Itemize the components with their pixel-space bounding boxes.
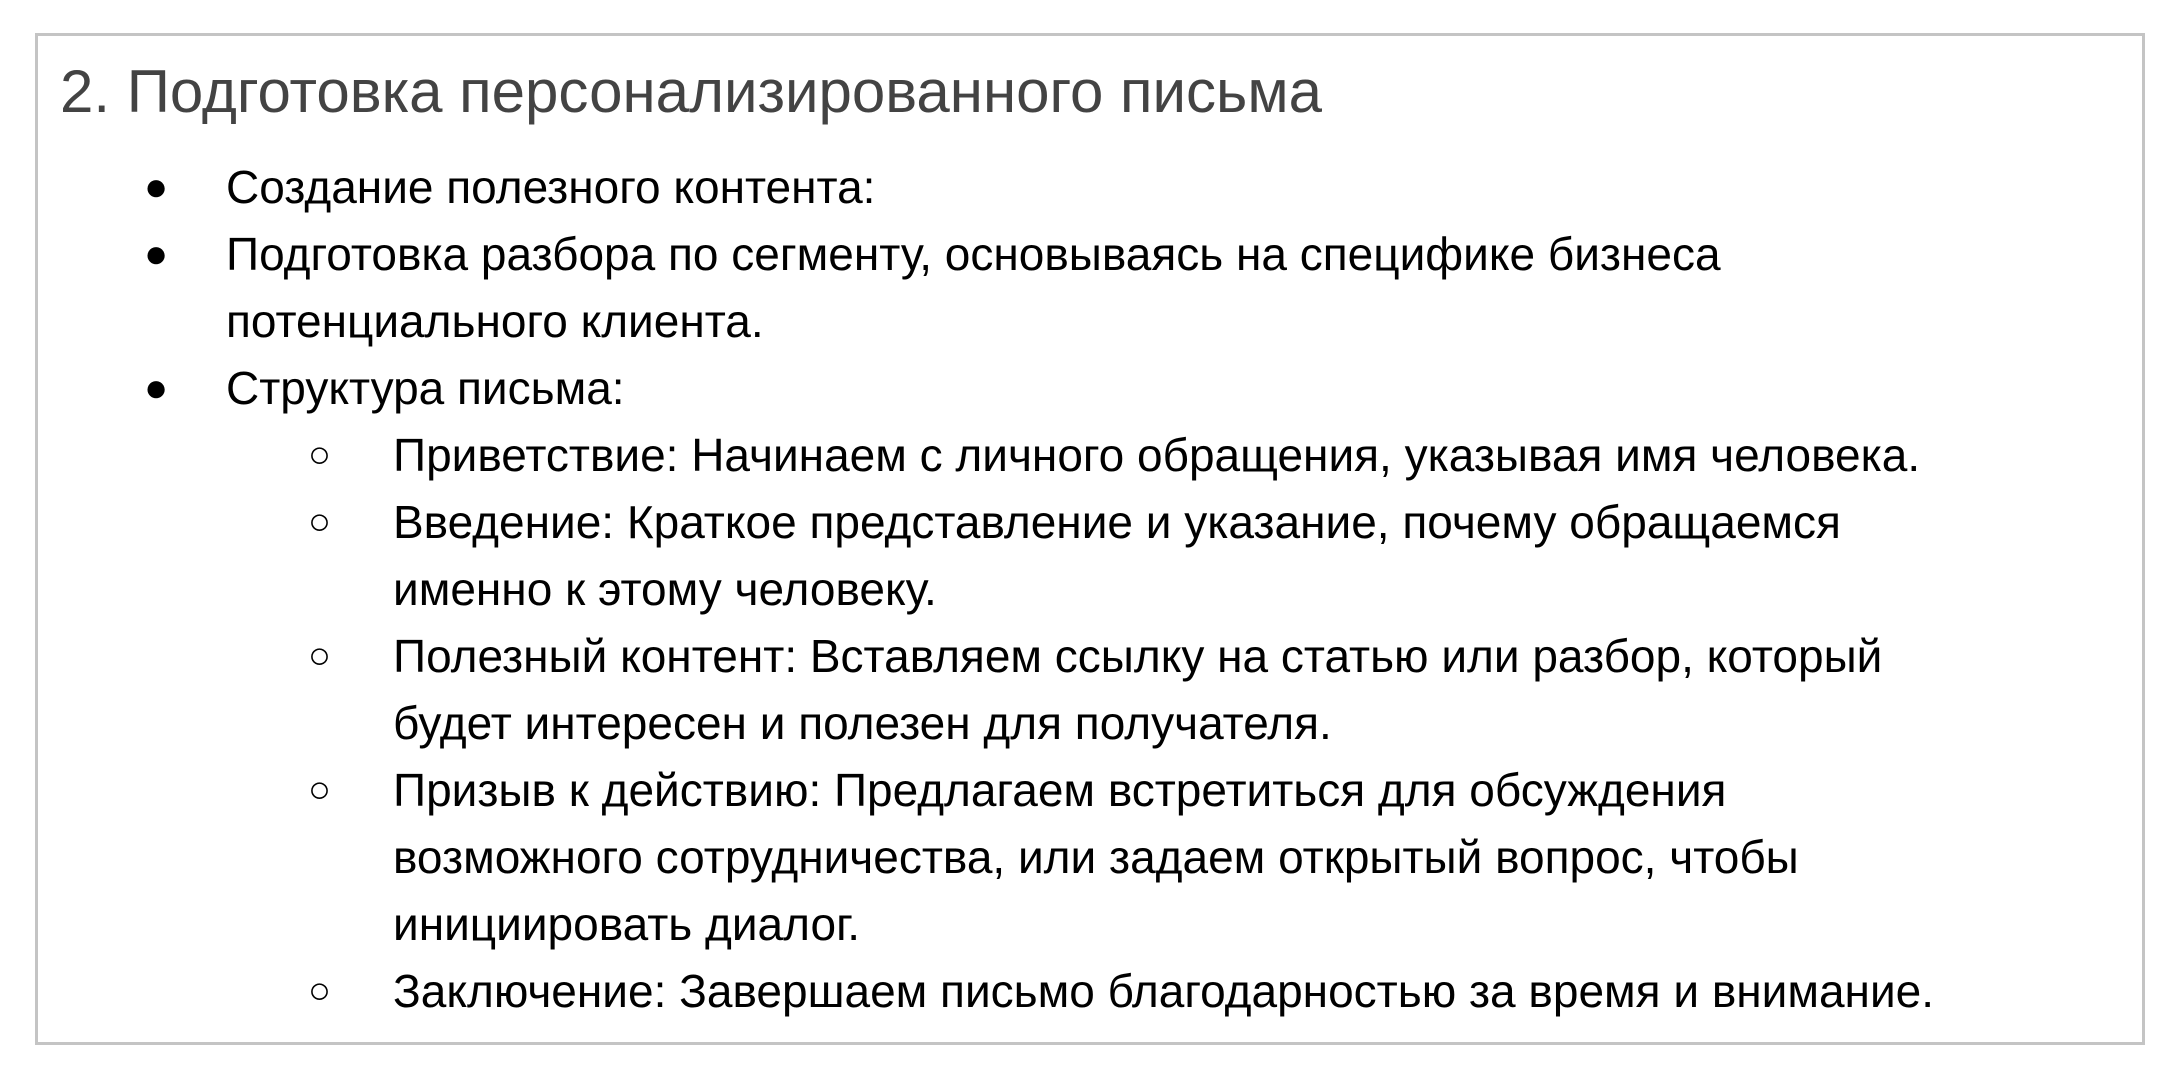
- bullet-filled-icon: ●: [144, 165, 169, 209]
- bullet-list: [38, 154, 2138, 1025]
- list-item: [38, 154, 2138, 221]
- bullet-filled-icon: ●: [144, 366, 169, 410]
- list-item-text: Создание полезного контента:: [226, 161, 876, 213]
- bullet-filled-icon: ●: [144, 232, 169, 276]
- list-item-text: Приветствие: Начинаем с личного обращения, указывая имя человека.: [393, 429, 1921, 481]
- sub-list-item: [38, 489, 2138, 623]
- bullet-hollow-icon: ○: [308, 434, 331, 476]
- list-item-text: Введение: Краткое представление и указание, почему обращаемся: [393, 496, 1841, 548]
- list-item-text: Заключение: Завершаем письмо благодарностью за время и внимание.: [393, 965, 1935, 1017]
- list-item-text: Полезный контент: Вставляем ссылку на статью или разбор, который: [393, 630, 1883, 682]
- list-item-text: будет интересен и полезен для получателя.: [393, 697, 1332, 749]
- list-item-text: возможного сотрудничества, или задаем открытый вопрос, чтобы: [393, 831, 1799, 883]
- bullet-hollow-icon: ○: [308, 635, 331, 677]
- sub-list-item: [38, 757, 2138, 958]
- bullet-hollow-icon: ○: [308, 970, 331, 1012]
- list-item: [38, 355, 2138, 422]
- sub-list-item: [38, 958, 2138, 1025]
- bullet-hollow-icon: ○: [308, 769, 331, 811]
- list-item-text: именно к этому человеку.: [393, 563, 937, 615]
- list-item-text: потенциального клиента.: [226, 295, 764, 347]
- list-item-text: Призыв к действию: Предлагаем встретиться для обсуждения: [393, 764, 1727, 816]
- list-item: [38, 221, 2138, 355]
- bullet-hollow-icon: ○: [308, 501, 331, 543]
- section-heading: 2. Подготовка персонализированного письма: [60, 58, 1322, 125]
- sub-list-item: [38, 422, 2138, 489]
- list-item-text: инициировать диалог.: [393, 898, 861, 950]
- sub-list-item: [38, 623, 2138, 757]
- document-frame: [35, 33, 2145, 1045]
- list-item-text: Подготовка разбора по сегменту, основываясь на специфике бизнеса: [226, 228, 1721, 280]
- list-item-text: Структура письма:: [226, 362, 625, 414]
